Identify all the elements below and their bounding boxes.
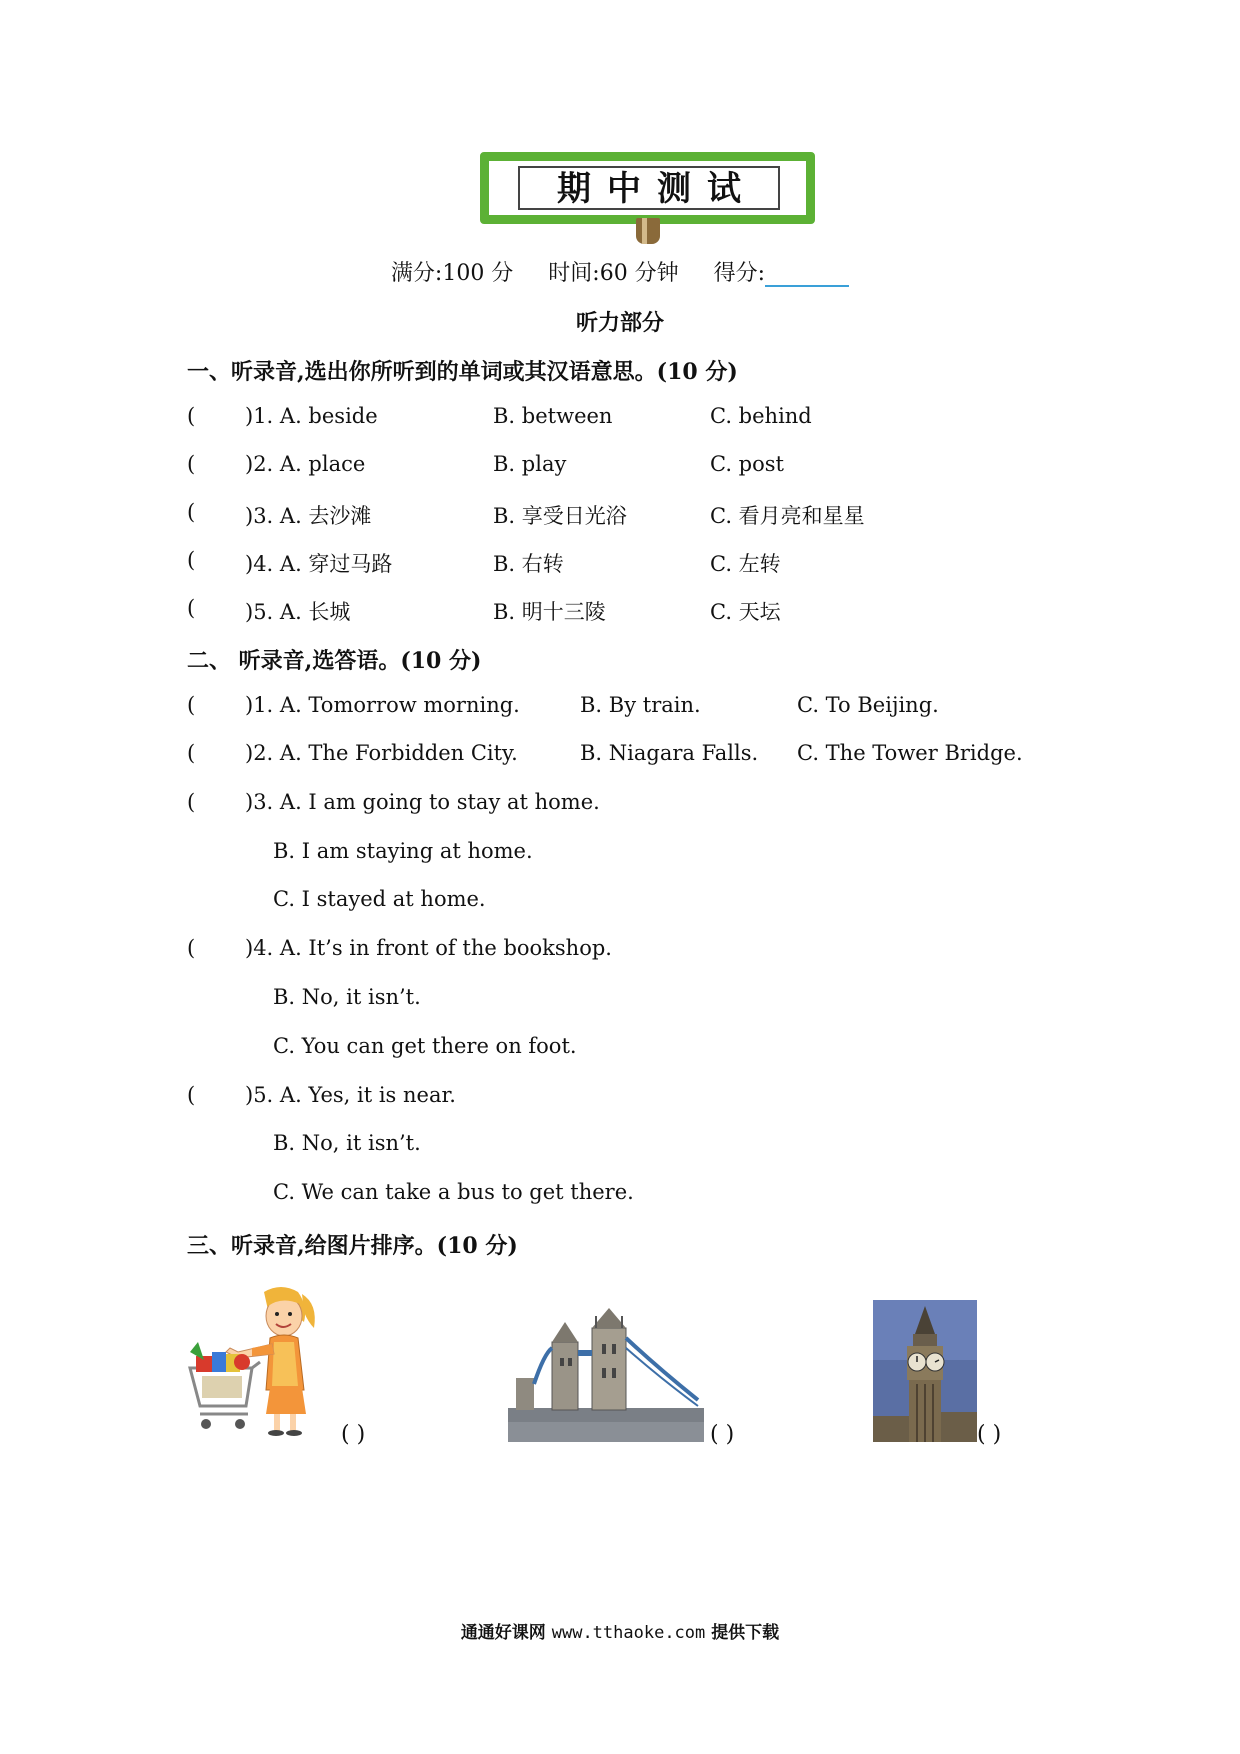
footer-download: 提供下载 bbox=[711, 1623, 780, 1643]
answer-paren[interactable]: ( bbox=[187, 741, 196, 765]
option-b: B. 享受日光浴 bbox=[493, 504, 627, 528]
exam-time: 时间:60 分钟 bbox=[548, 261, 679, 286]
option-c: C. I stayed at home. bbox=[273, 887, 486, 911]
answer-paren[interactable]: ( bbox=[187, 693, 196, 717]
option-c: C. 天坛 bbox=[710, 600, 781, 624]
title-banner bbox=[480, 152, 815, 244]
picture-3-paren[interactable]: ( ) bbox=[977, 1422, 1002, 1447]
part1-item bbox=[187, 404, 1087, 434]
option-b: B. No, it isn’t. bbox=[273, 1131, 421, 1155]
banner-peg bbox=[636, 218, 660, 244]
option-c: C. You can get there on foot. bbox=[273, 1034, 577, 1058]
option-c: C. 看月亮和星星 bbox=[710, 504, 865, 528]
answer-paren[interactable]: ( bbox=[187, 936, 196, 960]
answer-paren[interactable]: ( bbox=[187, 548, 196, 572]
option-c: C. behind bbox=[710, 404, 812, 428]
part2-item bbox=[187, 741, 1087, 771]
answer-paren[interactable]: ( bbox=[187, 596, 196, 620]
option-b: B. 明十三陵 bbox=[493, 600, 606, 624]
section-title: 听力部分 bbox=[575, 310, 664, 336]
picture-2-paren[interactable]: ( ) bbox=[710, 1422, 735, 1447]
option-b: B. I am staying at home. bbox=[273, 839, 533, 863]
part3-heading: 三、听录音,给图片排序。(10 分) bbox=[187, 1233, 518, 1259]
option-a: )2. A. place bbox=[245, 452, 366, 476]
option-a: )5. A. Yes, it is near. bbox=[245, 1083, 456, 1107]
part1-item bbox=[187, 452, 1087, 482]
option-a: )1. A. Tomorrow morning. bbox=[245, 693, 520, 717]
option-c: C. 左转 bbox=[710, 552, 781, 576]
footer bbox=[0, 1618, 1240, 1643]
option-a: )5. A. 长城 bbox=[245, 600, 351, 624]
answer-paren[interactable]: ( bbox=[187, 404, 196, 428]
part2-heading: 二、 听录音,选答语。(10 分) bbox=[187, 648, 482, 674]
answer-paren[interactable]: ( bbox=[187, 790, 196, 814]
part2-item bbox=[187, 1083, 1087, 1113]
part1-heading: 一、听录音,选出你所听到的单词或其汉语意思。(10 分) bbox=[187, 359, 738, 385]
tower-bridge-icon bbox=[508, 1308, 704, 1442]
part2-item bbox=[187, 693, 1087, 723]
option-a: )4. A. 穿过马路 bbox=[245, 552, 393, 576]
option-b: B. By train. bbox=[580, 693, 701, 717]
option-c: C. post bbox=[710, 452, 784, 476]
option-a: )3. A. 去沙滩 bbox=[245, 504, 372, 528]
part1-item bbox=[187, 596, 1087, 626]
banner-peg-highlight bbox=[642, 218, 647, 244]
shopping-woman-icon bbox=[186, 1282, 336, 1442]
part2-item bbox=[187, 936, 1087, 966]
exam-title: 期中测试 bbox=[557, 169, 757, 209]
part1-item bbox=[187, 500, 1087, 530]
footer-site-name: 通通好课网 bbox=[460, 1623, 546, 1643]
footer-url[interactable]: www.tthaoke.com bbox=[551, 1623, 706, 1643]
part2-item bbox=[187, 790, 1087, 820]
full-score: 满分:100 分 bbox=[390, 261, 514, 286]
option-c: C. To Beijing. bbox=[797, 693, 939, 717]
part1-item bbox=[187, 548, 1087, 578]
option-a: )2. A. The Forbidden City. bbox=[245, 741, 518, 765]
score-label: 得分: bbox=[713, 261, 766, 286]
big-ben-icon bbox=[873, 1300, 977, 1442]
option-b: B. Niagara Falls. bbox=[580, 741, 759, 765]
score-blank[interactable] bbox=[765, 263, 849, 287]
banner-inner bbox=[518, 166, 780, 210]
option-a: )3. A. I am going to stay at home. bbox=[245, 790, 600, 814]
option-b: B. play bbox=[493, 452, 567, 476]
answer-paren[interactable]: ( bbox=[187, 1083, 196, 1107]
option-c: C. The Tower Bridge. bbox=[797, 741, 1023, 765]
option-b: B. between bbox=[493, 404, 613, 428]
answer-paren[interactable]: ( bbox=[187, 452, 196, 476]
score-line bbox=[0, 256, 1240, 287]
option-a: )4. A. It’s in front of the bookshop. bbox=[245, 936, 612, 960]
option-b: B. 右转 bbox=[493, 552, 564, 576]
option-b: B. No, it isn’t. bbox=[273, 985, 421, 1009]
picture-1-paren[interactable]: ( ) bbox=[341, 1422, 366, 1447]
option-c: C. We can take a bus to get there. bbox=[273, 1180, 634, 1204]
option-a: )1. A. beside bbox=[245, 404, 378, 428]
answer-paren[interactable]: ( bbox=[187, 500, 196, 524]
